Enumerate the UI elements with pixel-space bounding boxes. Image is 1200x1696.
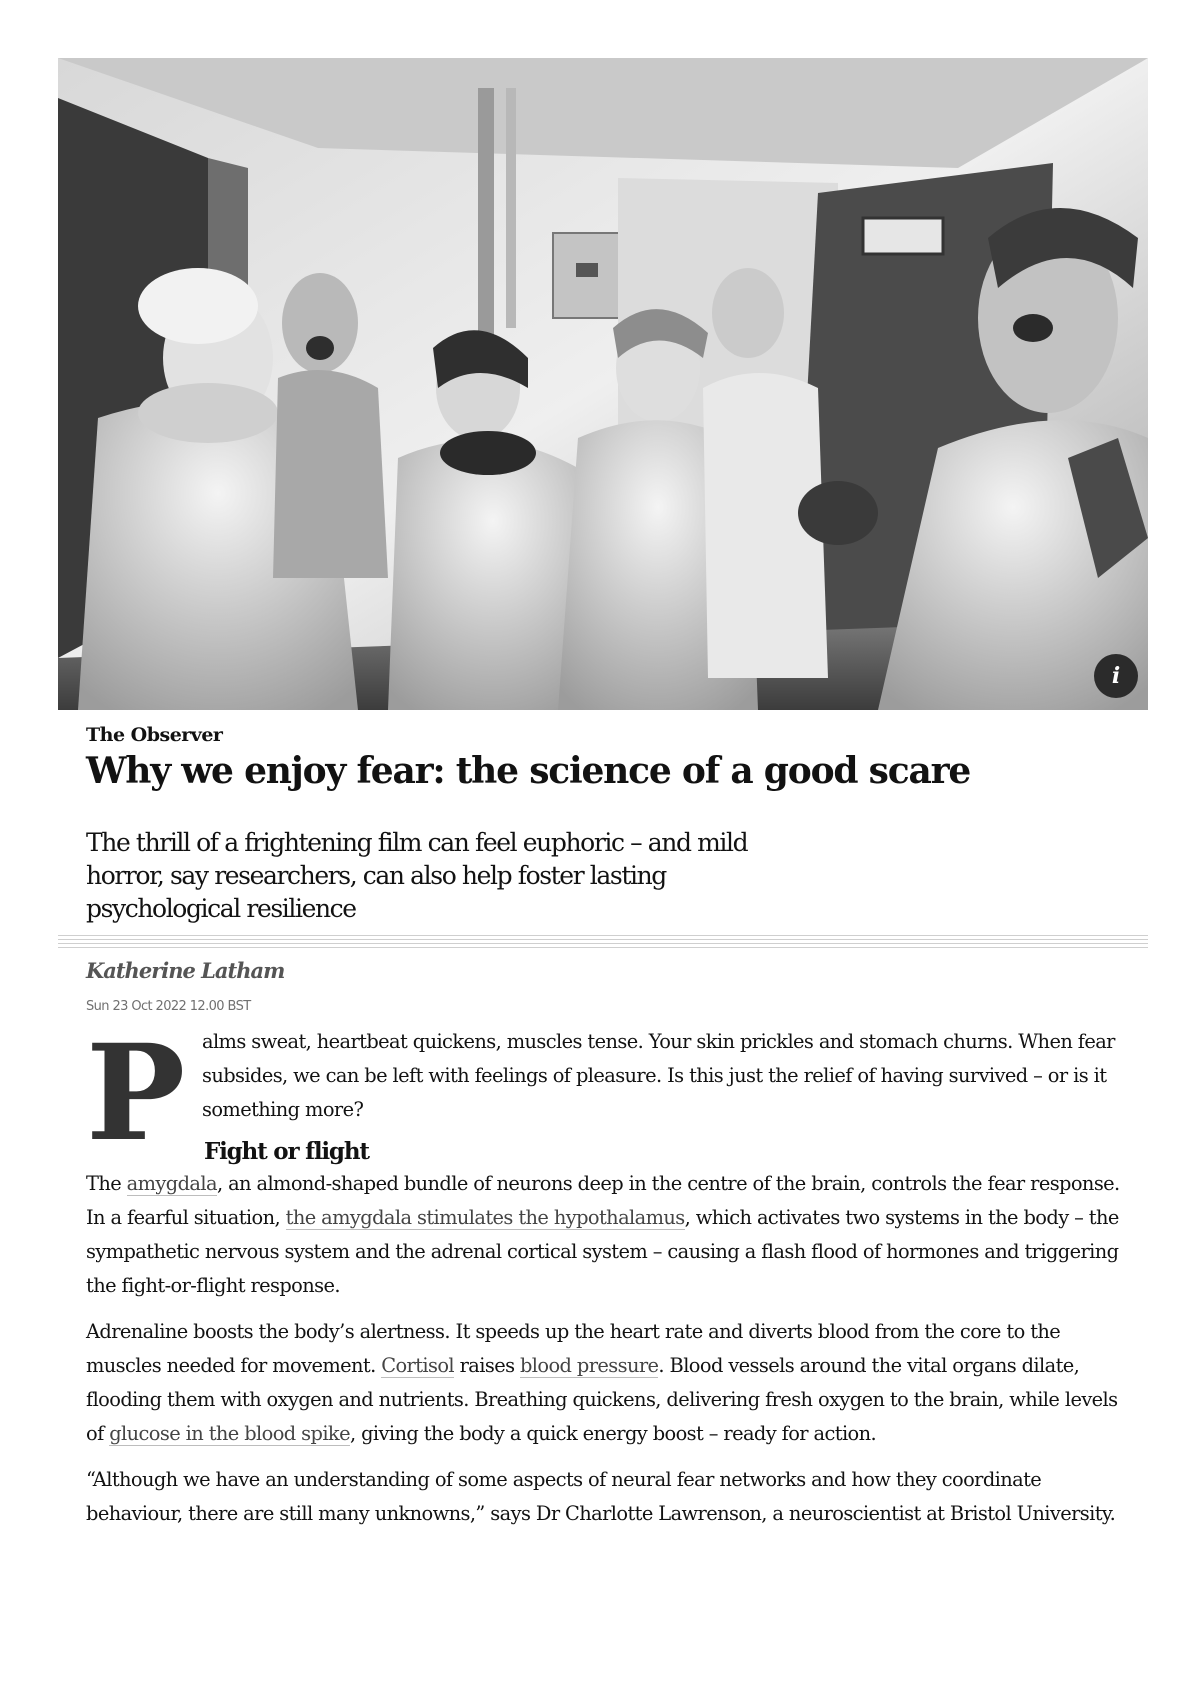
article-body [86,1016,1126,1531]
body-paragraph [86,1315,1126,1451]
body-paragraph [86,1167,1126,1303]
link-amygdala[interactable]: amygdala [126,1172,217,1195]
hero-image [58,58,1148,710]
paragraph-text: , which activates two systems in the body – the sympathetic nervous system and the adrenal cortical system – causing a flash flood of hormones and triggering the fight-or-flight response. [86,1206,1119,1297]
publication-date: Sun 23 Oct 2022 12.00 BST [86,999,251,1014]
intro-paragraph: alms sweat, heartbeat quickens, muscles tense. Your skin prickles and stomach churns. When fear subsides, we can be left with feelings of pleasure. Is this just the relief of having survived – or is it something more? [202,1030,1115,1121]
paragraph-text: , giving the body a quick energy boost – ready for action. [349,1422,877,1445]
paragraph-text: , an almond-shaped bundle of neurons deep in the centre of the brain, controls the fear response. In a fearful situation, [86,1172,1120,1229]
subheading: Fight or flight [204,1138,369,1165]
standfirst: The thrill of a frightening film can feel euphoric – and mild horror, say researchers, can also help foster lasting psychological resilience [86,828,748,923]
byline-author[interactable]: Katherine Latham [86,958,285,983]
paragraph-text: Adrenaline boosts the body’s alertness. It speeds up the heart rate and diverts blood from the core to the muscles needed for movement. [86,1320,1061,1377]
info-icon[interactable]: i [1094,654,1138,698]
divider [58,935,1148,951]
link-cortisol[interactable]: Cortisol [381,1354,455,1377]
publication-kicker: The Observer [86,724,223,746]
paragraph-text: The [86,1172,127,1195]
paragraph-text: raises [454,1354,520,1377]
link-amygdala-hypothalamus[interactable]: the amygdala stimulates the hypothalamus [285,1206,685,1229]
link-glucose[interactable]: glucose in the blood spike [109,1422,350,1445]
hero-photo [58,58,1148,710]
link-blood-pressure[interactable]: blood pressure [519,1354,659,1377]
drop-cap: P [86,1016,186,1171]
body-paragraph: “Although we have an understanding of some aspects of neural fear networks and how they coordinate behaviour, there are still many unknowns,” says Dr Charlotte Lawrenson, a neuroscientist at Bristol University. [86,1468,1116,1525]
headline: Why we enjoy fear: the science of a good scare [86,750,971,792]
paragraph-text: . Blood vessels around the vital organs dilate, flooding them with oxygen and nutrients. Breathing quickens, delivering fresh oxygen to the brain, while levels of [86,1354,1118,1445]
